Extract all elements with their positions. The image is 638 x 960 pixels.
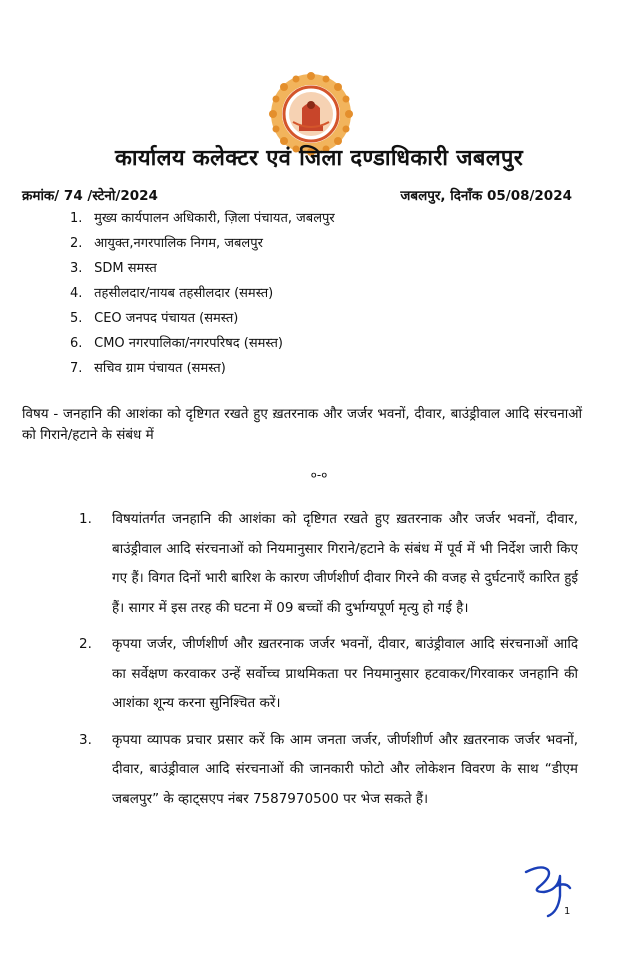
recipient-text: आयुक्त,नगरपालिक निगम, जबलपुर [94,236,263,251]
body-paragraph [79,630,578,719]
recipient-item [70,256,335,281]
recipient-text: CMO नगरपालिका/नगरपरिषद (समस्त) [94,336,283,351]
recipient-item [70,206,335,231]
recipient-number: 7. [70,361,83,376]
paragraph-text: कृपया व्यापक प्रचार प्रसार करें कि आम जनता जर्जर, जीर्णशीर्ण और ख़तरनाक जर्जर भवनों, दीवार, बाउंड्रीवाल आदि संरचनाओं की जानकारी फोटो और लोकेशन विवरण के साथ “डीएम जबलपुर” के व्हाट्सएप नंबर 7587970500 पर भेज सकते हैं। [112,731,578,807]
body-paragraphs [79,505,578,814]
recipient-number: 1. [70,211,83,226]
recipient-text: CEO जनपद पंचायत (समस्त) [94,311,239,326]
paragraph-text: कृपया जर्जर, जीर्णशीर्ण और ख़तरनाक जर्जर भवनों, दीवार, बाउंड्रीवाल आदि संरचनाओं आदि का सर्वेक्षण करवाकर उन्हें सर्वोच्च प्राथमिकता पर नियमानुसार हटवाकर/गिरवाकर जनहानि की आशंका शून्य करना सुनिश्चित करें। [112,636,578,711]
subject-line: विषय - जनहानि की आशंका को दृष्टिगत रखते हुए ख़तरनाक और जर्जर भवनों, दीवार, बाउंड्रीवाल आदि संरचनाओं को गिराने/हटाने के संबंध में [22,406,582,443]
office-title: कार्यालय कलेक्टर एवं जिला दण्डाधिकारी जबलपुर [114,146,524,171]
recipient-item [70,231,335,256]
recipient-list [70,206,335,381]
page-number: 1 [564,906,571,917]
recipient-item [70,331,335,356]
paragraph-number: 1. [79,511,92,527]
reference-number: क्रमांक/ 74 /स्टेनो/2024 [22,188,158,204]
reference-line [22,186,572,204]
section-separator: ०-० [310,468,328,482]
recipient-item [70,281,335,306]
signature-mark [518,862,582,922]
recipient-item [70,356,335,381]
body-paragraph [79,726,578,815]
recipient-text: सचिव ग्राम पंचायत (समस्त) [94,361,226,376]
recipient-text: SDM समस्त [94,261,157,276]
recipient-number: 2. [70,236,83,251]
recipient-number: 6. [70,336,83,351]
recipient-text: तहसीलदार/नायब तहसीलदार (समस्त) [94,286,274,301]
place-date: जबलपुर, दिनाँक 05/08/2024 [400,188,572,204]
recipient-number: 5. [70,311,83,326]
recipient-number: 4. [70,286,83,301]
recipient-text: मुख्य कार्यपालन अधिकारी, ज़िला पंचायत, जबलपुर [94,211,335,226]
paragraph-text: विषयांतर्गत जनहानि की आशंका को दृष्टिगत रखते हुए ख़तरनाक और जर्जर भवनों, दीवार, बाउंड्रीवाल आदि संरचनाओं को नियमानुसार गिराने/हटाने के संबंध में पूर्व में भी निर्देश जारी किए गए हैं। विगत दिनों भारी बारिश के कारण जीर्णशीर्ण दीवार गिरने की वजह से दुर्घटनाएँ कारित हुई हैं। सागर में इस तरह की घटना में 09 बच्चों की दुर्भाग्यपूर्ण मृत्यु हो गई है। [112,511,578,616]
paragraph-number: 2. [79,636,92,652]
recipient-item [70,306,335,331]
recipient-number: 3. [70,261,83,276]
paragraph-number: 3. [79,731,92,748]
body-paragraph [79,505,578,623]
